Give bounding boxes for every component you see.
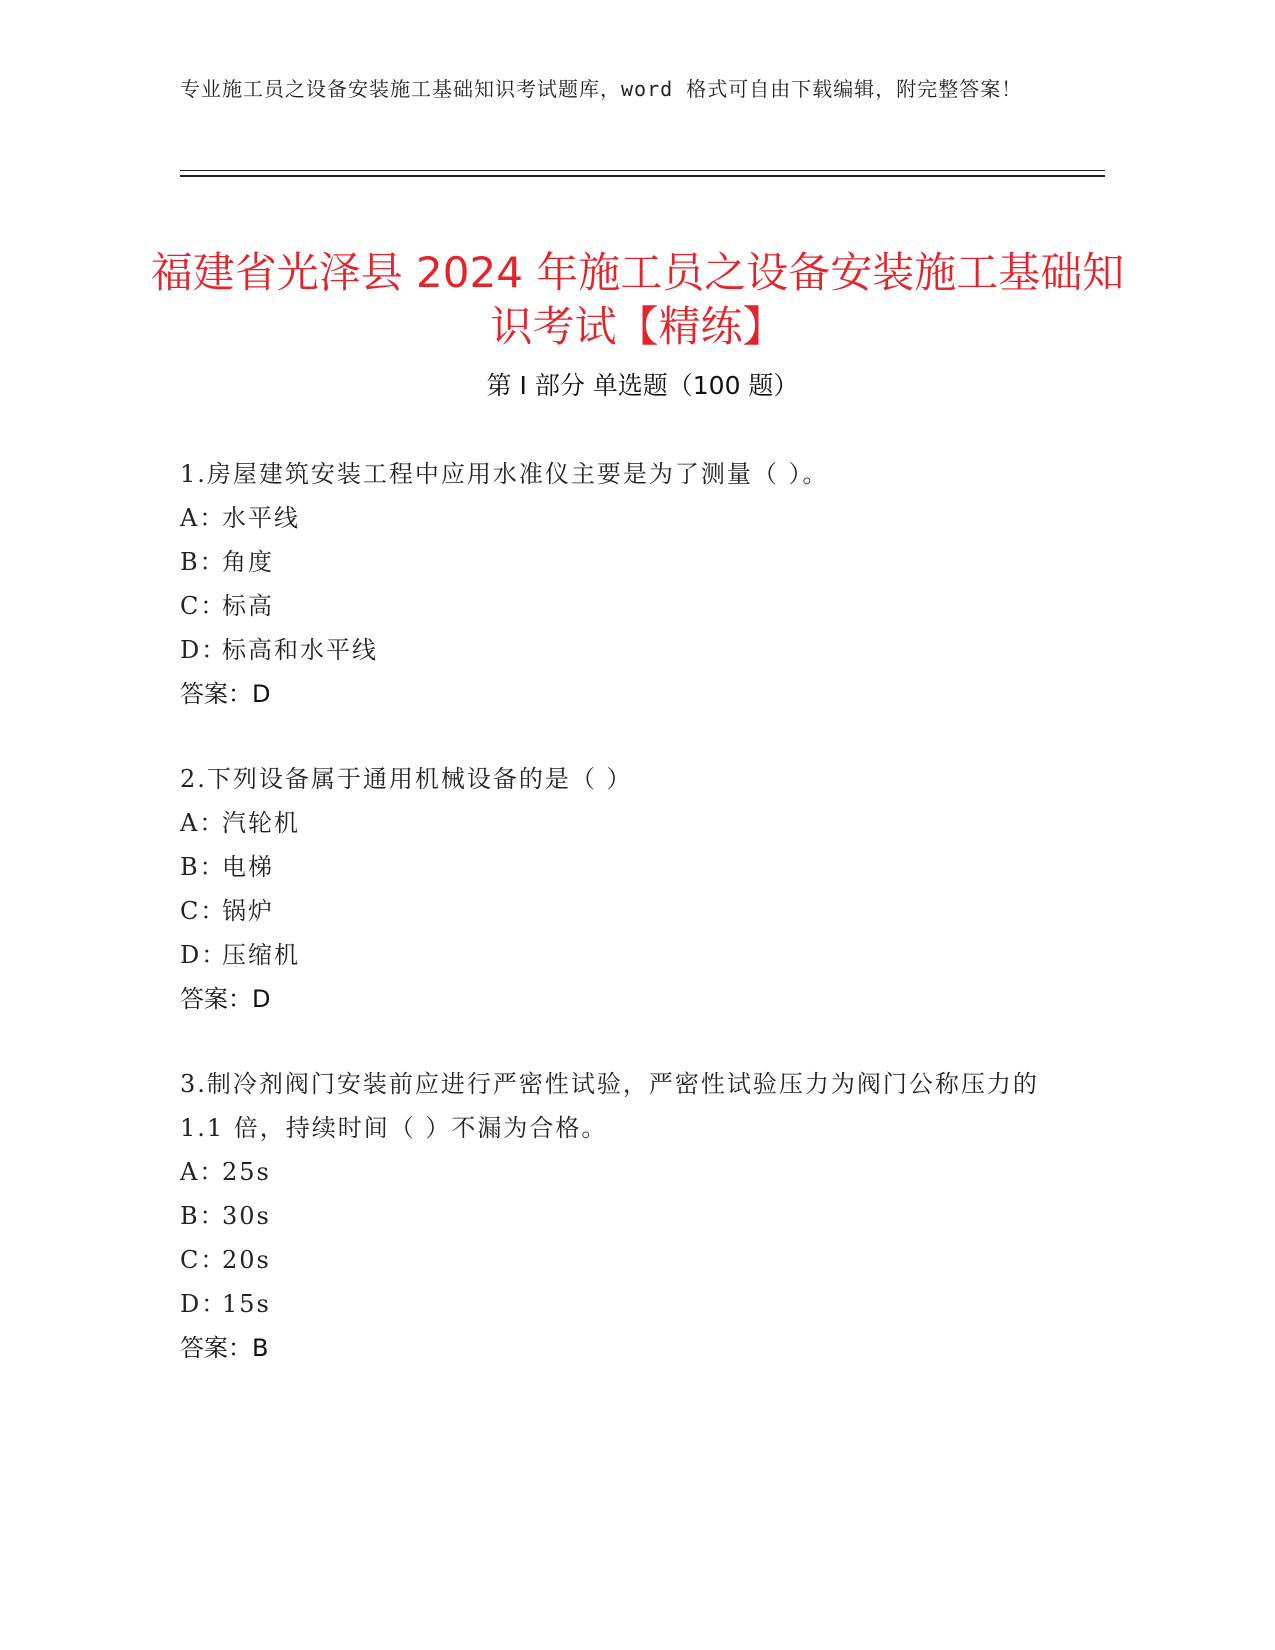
option-text: 15s [222,1290,271,1318]
option-text: 标高 [222,592,274,620]
option-key: A： [180,1158,226,1186]
option-text: 水平线 [222,504,300,532]
question-3 [180,1062,1060,1370]
header-note: 专业施工员之设备安装施工基础知识考试题库，word 格式可自由下载编辑，附完整答案！ [180,77,1023,101]
option-text: 20s [222,1246,271,1274]
option-d [180,1282,1060,1326]
header-rule-thick [180,175,1105,177]
option-text: 压缩机 [222,941,300,969]
question-stem: 3.制冷剂阀门安装前应进行严密性试验，严密性试验压力为阀门公称压力的 1.1 倍，持续时间（ ）不漏为合格。 [180,1070,1039,1142]
question-2 [180,757,1060,1021]
section-heading: 第 I 部分 单选题（100 题） [486,371,799,400]
option-text: 25s [222,1158,271,1186]
option-key: A： [180,809,226,837]
option-key: C： [180,897,227,925]
option-c [180,584,1060,628]
option-b [180,540,1060,584]
option-c [180,889,1060,933]
question-stem: 1.房屋建筑安装工程中应用水准仪主要是为了测量（ ）。 [180,460,829,488]
question-1 [180,452,1060,716]
option-text: 标高和水平线 [222,636,378,664]
option-key: B： [180,1202,226,1230]
option-key: B： [180,548,226,576]
header-rule-thin [180,170,1105,171]
answer-value: B [252,1334,269,1362]
answer-label: 答案： [180,680,252,708]
document-title: 福建省光泽县 2024 年施工员之设备安装施工基础知识考试【精练】 [150,248,1125,352]
option-key: A： [180,504,226,532]
option-text: 锅炉 [222,897,274,925]
answer-value: D [252,680,271,708]
answer-line [180,1326,1060,1370]
option-key: D： [180,636,228,664]
option-d [180,628,1060,672]
answer-line [180,977,1060,1021]
option-key: C： [180,592,227,620]
option-key: C： [180,1246,227,1274]
answer-label: 答案： [180,985,252,1013]
option-key: D： [180,941,228,969]
option-a [180,801,1060,845]
option-text: 30s [222,1202,271,1230]
option-key: D： [180,1290,228,1318]
option-key: B： [180,853,226,881]
option-c [180,1238,1060,1282]
option-text: 电梯 [222,853,274,881]
option-b [180,845,1060,889]
answer-value: D [252,985,271,1013]
answer-label: 答案： [180,1334,252,1362]
question-stem: 2.下列设备属于通用机械设备的是（ ） [180,765,633,793]
option-a [180,496,1060,540]
option-b [180,1194,1060,1238]
option-a [180,1150,1060,1194]
option-d [180,933,1060,977]
option-text: 汽轮机 [222,809,300,837]
option-text: 角度 [222,548,274,576]
answer-line [180,672,1060,716]
